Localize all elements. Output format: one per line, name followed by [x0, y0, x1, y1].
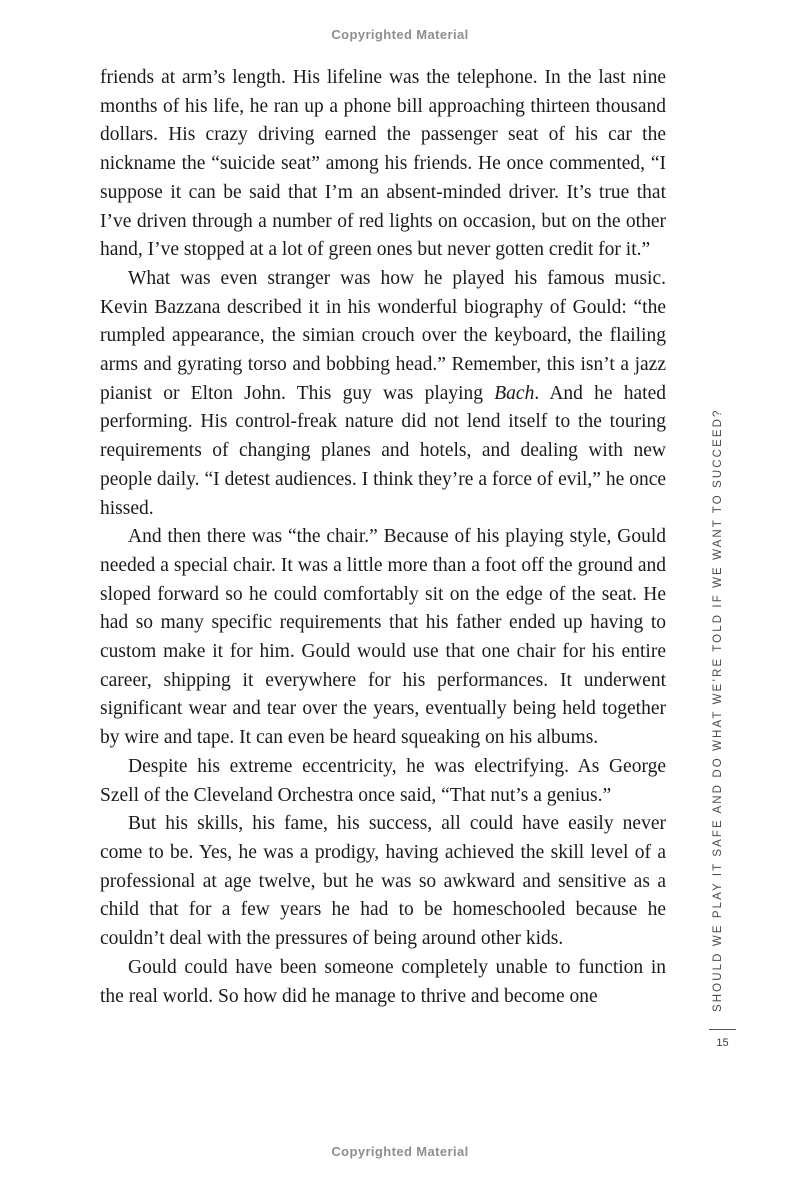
copyright-notice-top: Copyrighted Material [331, 27, 469, 42]
chapter-title-vertical: SHOULD WE PLAY IT SAFE AND DO WHAT WE’RE TOLD IF WE WANT TO SUCCEED? [712, 408, 724, 1012]
text-segment: Gould could have been someone completely unable to function in the real world. So how did he manage to thrive and become one [100, 956, 666, 1007]
paragraph [100, 265, 666, 523]
paragraph [100, 810, 666, 954]
text-segment: . And he hated performing. His control-freak nature did not lend itself to the touring requirements of changing planes and hotels, and dealing with new people daily. “I detest audiences. I think they’re a force of evil,” he once hissed. [100, 382, 666, 519]
text-segment: Despite his extreme eccentricity, he was electrifying. As George Szell of the Cleveland Orchestra once said, “That nut’s a genius.” [100, 755, 666, 806]
paragraph [100, 954, 666, 1011]
text-segment: And then there was “the chair.” Because of his playing style, Gould needed a special chair. It was a little more than a foot off the ground and sloped forward so he could comfortably sit on the edge of the seat. He had so many specific requirements that his father ended up having to custom make it for him. Gould would use that one chair for his entire career, shipping it everywhere for his performances. It underwent significant wear and tear over the years, eventually being held together by wire and tape. It can even be heard squeaking on his albums. [100, 526, 666, 749]
italic-text: Bach [494, 382, 535, 404]
paragraph [100, 64, 666, 265]
text-segment: But his skills, his fame, his success, all could have easily never come to be. Yes, he was a prodigy, having achieved the skill level of a professional at age twelve, but he was so awkward and sensitive as a child that for a few years he had to be homeschooled because he couldn’t deal with the pressures of being around other kids. [100, 813, 666, 950]
page-number-rule [709, 1029, 736, 1030]
copyright-notice-bottom: Copyrighted Material [331, 1144, 469, 1159]
body-text [100, 64, 666, 1011]
page-number: 15 [716, 1037, 729, 1049]
text-segment: friends at arm’s length. His lifeline was the telephone. In the last nine months of his life, he ran up a phone bill approaching thirteen thousand dollars. His crazy driving earned the passenger seat of his car the nickname the “suicide seat” among his friends. He once commented, “I suppose it can be said that I’m an absent-minded driver. It’s true that I’ve driven through a number of red lights on occasion, but on the other hand, I’ve stopped at a lot of green ones but never gotten credit for it.” [100, 67, 666, 261]
paragraph [100, 523, 666, 753]
paragraph [100, 753, 666, 810]
text-segment: What was even stranger was how he played his famous music. Kevin Bazzana described it in his wonderful biography of Gould: “the rumpled appearance, the simian crouch over the keyboard, the flailing arms and gyrating torso and bobbing head.” Remember, this isn’t a jazz pianist or Elton John. This guy was playing [100, 267, 666, 404]
